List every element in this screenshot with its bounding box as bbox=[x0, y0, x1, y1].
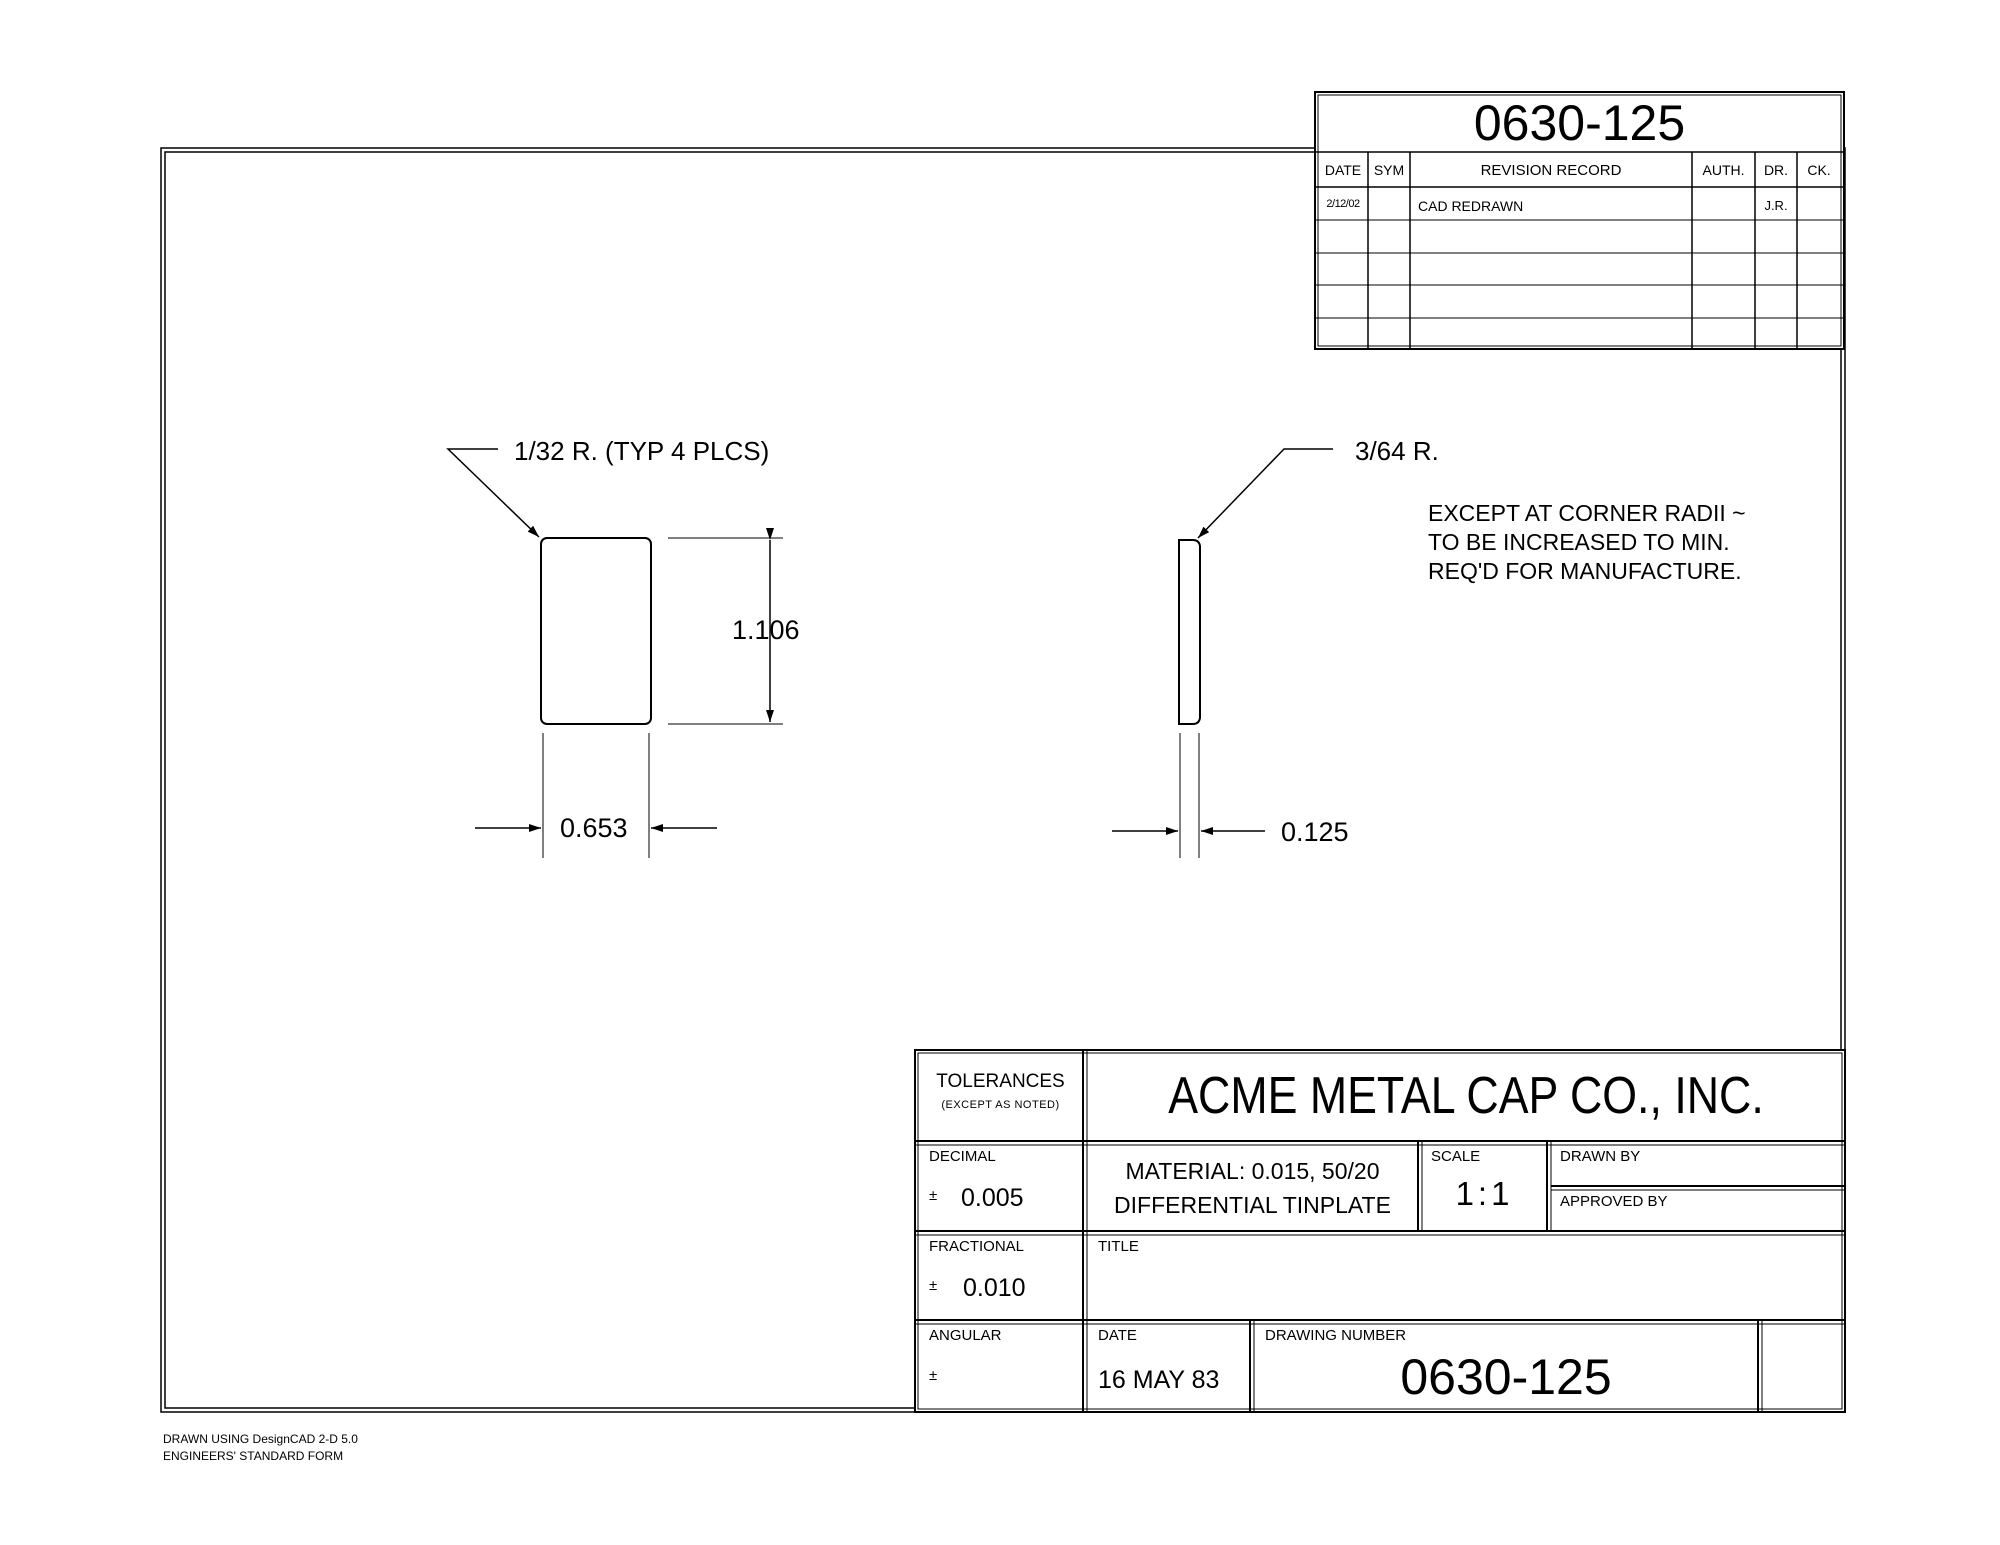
thickness-dimension: 0.125 bbox=[1281, 817, 1349, 847]
rev-header-auth: AUTH. bbox=[1702, 162, 1745, 178]
approved-by-label: APPROVED BY bbox=[1560, 1193, 1668, 1210]
material-line-1: MATERIAL: 0.015, 50/20 bbox=[1125, 1158, 1380, 1184]
rev-header-record: REVISION RECORD bbox=[1480, 162, 1622, 179]
rev-header-ck: CK. bbox=[1807, 162, 1831, 178]
drawn-by-label: DRAWN BY bbox=[1560, 1148, 1641, 1165]
note-line-3: REQ'D FOR MANUFACTURE. bbox=[1428, 558, 1742, 584]
fractional-plusminus: ± bbox=[929, 1277, 938, 1294]
header-drawing-number: 0630-125 bbox=[1473, 95, 1686, 151]
footer-line-1: DRAWN USING DesignCAD 2-D 5.0 bbox=[163, 1432, 358, 1446]
part-front-outline bbox=[541, 538, 651, 724]
fractional-value: 0.010 bbox=[963, 1274, 1026, 1302]
rev-row-date: 2/12/02 bbox=[1326, 198, 1360, 210]
height-dimension: 1.106 bbox=[732, 615, 800, 645]
angular-label: ANGULAR bbox=[929, 1327, 1002, 1344]
date-label: DATE bbox=[1098, 1327, 1137, 1344]
company-name: ACME METAL CAP CO., INC. bbox=[1168, 1067, 1764, 1125]
tolerances-sub: (EXCEPT AS NOTED) bbox=[941, 1099, 1060, 1111]
footer-line-2: ENGINEERS' STANDARD FORM bbox=[163, 1449, 344, 1463]
drawing-number: 0630-125 bbox=[1400, 1349, 1612, 1405]
rev-row-dr: J.R. bbox=[1764, 198, 1788, 213]
radius-callout-right: 3/64 R. bbox=[1355, 436, 1439, 466]
rev-header-dr: DR. bbox=[1763, 162, 1789, 178]
title-label: TITLE bbox=[1098, 1238, 1139, 1255]
drawing-number-label: DRAWING NUMBER bbox=[1265, 1327, 1407, 1344]
scale-value: 1:1 bbox=[1455, 1175, 1514, 1212]
decimal-label: DECIMAL bbox=[929, 1148, 996, 1165]
radius-callout-left: 1/32 R. (TYP 4 PLCS) bbox=[514, 436, 770, 466]
width-dimension: 0.653 bbox=[560, 813, 628, 843]
note-line-1: EXCEPT AT CORNER RADII ~ bbox=[1428, 500, 1746, 526]
tolerances-label: TOLERANCES bbox=[936, 1071, 1065, 1092]
note-line-2: TO BE INCREASED TO MIN. bbox=[1428, 529, 1730, 555]
material-line-2: DIFFERENTIAL TINPLATE bbox=[1114, 1192, 1391, 1218]
rev-header-date: DATE bbox=[1324, 162, 1362, 178]
decimal-plusminus: ± bbox=[929, 1187, 938, 1204]
rev-header-sym: SYM bbox=[1373, 162, 1405, 178]
scale-label: SCALE bbox=[1431, 1148, 1481, 1165]
part-edge-outline bbox=[1179, 540, 1200, 724]
rev-row-record: CAD REDRAWN bbox=[1418, 198, 1524, 214]
decimal-value: 0.005 bbox=[961, 1184, 1024, 1212]
date-value: 16 MAY 83 bbox=[1098, 1366, 1220, 1394]
angular-plusminus: ± bbox=[929, 1367, 938, 1384]
fractional-label: FRACTIONAL bbox=[929, 1238, 1025, 1255]
